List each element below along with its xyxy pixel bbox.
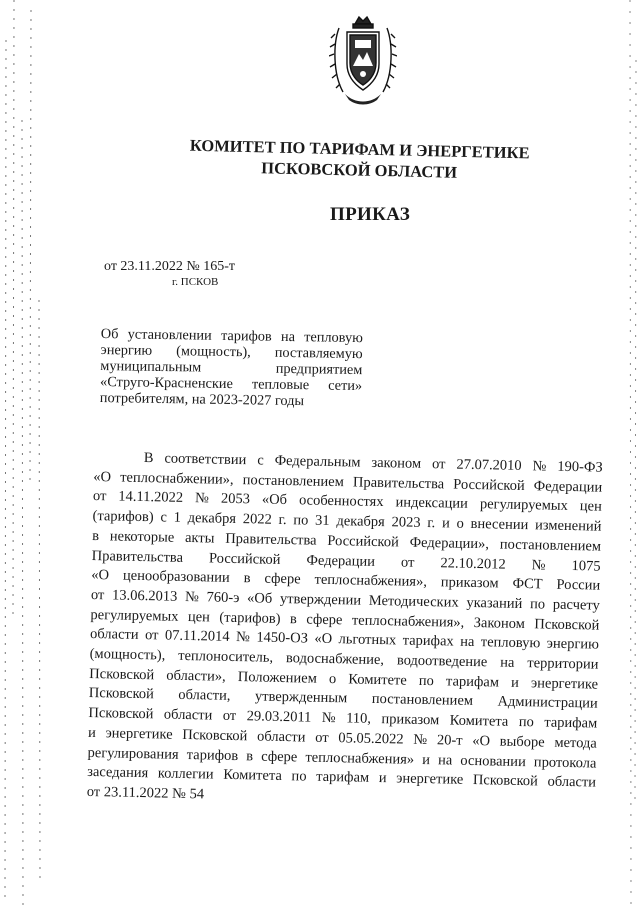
body-word: декабря bbox=[187, 510, 237, 528]
body-word: Положением bbox=[237, 668, 318, 687]
body-word: с bbox=[160, 509, 168, 526]
order-body bbox=[87, 448, 603, 813]
body-word: № bbox=[531, 556, 546, 573]
body-word: законом bbox=[371, 454, 422, 472]
body-word: энергетике bbox=[396, 770, 464, 789]
body-word: № bbox=[194, 490, 210, 507]
body-word: теплоноситель, bbox=[178, 647, 274, 666]
body-word: Псковской bbox=[472, 772, 539, 790]
body-word: «Об bbox=[246, 590, 273, 607]
body-word: ФСТ bbox=[512, 576, 543, 593]
body-word: регулирования bbox=[87, 744, 179, 763]
body-word: протокола bbox=[533, 753, 597, 772]
body-word: энергию bbox=[546, 635, 600, 653]
body-word: и bbox=[510, 674, 520, 691]
body-word: г. bbox=[278, 511, 287, 529]
organization-name bbox=[159, 134, 560, 185]
body-word: акты bbox=[184, 529, 215, 547]
body-word: в bbox=[243, 570, 251, 587]
body-word: и bbox=[378, 770, 387, 787]
body-word: Комитета bbox=[223, 767, 283, 785]
body-word: водоотведение bbox=[396, 652, 488, 671]
subject-line: муниципальным предприятием bbox=[100, 357, 363, 379]
body-word: 31 bbox=[314, 512, 330, 530]
body-word: Псковской bbox=[534, 615, 600, 634]
body-word: приказом bbox=[440, 574, 499, 592]
body-word: Методических bbox=[368, 592, 459, 611]
body-word: Правительства bbox=[225, 530, 317, 549]
body-word: Псковской bbox=[182, 726, 248, 745]
body-word: 2053 bbox=[220, 491, 251, 508]
body-word: 110, bbox=[346, 710, 372, 727]
date-and-number: от 23.11.2022 № 165-т bbox=[104, 259, 236, 274]
body-word: и bbox=[422, 751, 431, 768]
body-word: Комитете bbox=[348, 671, 407, 689]
subject-line: Об установлении тарифов на тепловую bbox=[100, 326, 363, 347]
body-word: от bbox=[90, 586, 105, 604]
body-word: области, bbox=[178, 687, 231, 705]
body-word: коллегии bbox=[157, 765, 214, 783]
body-word: 190-ФЗ bbox=[557, 458, 603, 476]
body-word: утвержденным bbox=[254, 688, 348, 707]
body-word: по bbox=[291, 768, 307, 785]
body-word: Псковской bbox=[88, 685, 154, 703]
body-word: Псковской bbox=[89, 665, 155, 684]
body-word: основании bbox=[460, 752, 526, 770]
body-word: Комитета bbox=[449, 712, 509, 730]
body-word: о bbox=[328, 670, 337, 687]
body-word: расчету bbox=[552, 596, 600, 614]
order-subject bbox=[100, 326, 363, 410]
body-word: сфере bbox=[306, 611, 343, 628]
body-word: (мощность), bbox=[89, 645, 166, 664]
body-word: Федерации bbox=[306, 551, 376, 570]
body-word: утверждении bbox=[279, 590, 362, 609]
body-word: № bbox=[413, 731, 428, 748]
body-word: по bbox=[293, 512, 309, 529]
body-word: энергетике bbox=[105, 725, 173, 743]
body-word: теплоснабжения», bbox=[314, 571, 428, 591]
body-word: № bbox=[321, 709, 336, 727]
body-word: (тарифов) bbox=[92, 508, 154, 526]
body-word: Федерации bbox=[533, 477, 603, 496]
body-word: особенностях bbox=[298, 492, 384, 511]
body-word: Российской bbox=[208, 549, 281, 568]
body-word: по bbox=[518, 714, 534, 731]
body-word: 29.03.2011 bbox=[246, 708, 312, 726]
body-word: постановлением bbox=[371, 691, 474, 710]
body-word: № bbox=[532, 458, 547, 475]
body-word: ценообразовании bbox=[122, 567, 230, 587]
body-word: приказом bbox=[381, 711, 440, 729]
document-type: ПРИКАЗ bbox=[330, 204, 411, 225]
body-word: Федерации», bbox=[409, 534, 490, 553]
body-word: 2022 bbox=[242, 511, 272, 528]
body-word: энергетике bbox=[530, 674, 599, 693]
body-word: по bbox=[529, 596, 546, 613]
body-word: России bbox=[556, 576, 601, 594]
body-word: 27.07.2010 bbox=[456, 456, 522, 474]
body-word: от bbox=[315, 729, 329, 746]
body-word: цен bbox=[579, 498, 602, 516]
body-word: тарифам bbox=[445, 673, 500, 691]
body-word: 1450-ОЗ bbox=[256, 629, 309, 647]
body-word: области», bbox=[166, 667, 226, 685]
coat-of-arms-icon bbox=[329, 14, 397, 108]
body-word: «О bbox=[472, 732, 491, 750]
body-word: тарифов bbox=[186, 746, 239, 764]
body-word: от bbox=[400, 553, 415, 571]
body-word: «О bbox=[93, 468, 112, 486]
body-word: Администрации bbox=[497, 693, 598, 713]
body-word: Федеральным bbox=[274, 452, 361, 471]
body-word: области bbox=[89, 626, 139, 644]
body-word: территории bbox=[527, 655, 599, 673]
body-word: «О bbox=[91, 567, 110, 584]
body-word: изменений bbox=[534, 517, 602, 535]
subject-line: энергию (мощность), поставляемую bbox=[100, 341, 363, 363]
body-word: Законом bbox=[473, 614, 526, 632]
body-word: о bbox=[456, 515, 464, 532]
body-word: сфере bbox=[261, 748, 298, 765]
body-word: регулируемых bbox=[479, 496, 569, 515]
body-word: области bbox=[547, 773, 597, 791]
body-word: указаний bbox=[466, 594, 523, 612]
body-word: на bbox=[437, 751, 453, 769]
body-word: с bbox=[257, 452, 264, 469]
body-word: теплоснабжения» bbox=[305, 749, 415, 768]
org-line-1: КОМИТЕТ ПО ТАРИФАМ И ЭНЕРГЕТИКЕ bbox=[189, 135, 530, 163]
body-word: тарифам bbox=[544, 714, 598, 732]
body-word: по bbox=[418, 672, 435, 689]
body-word: водоснабжение, bbox=[285, 650, 385, 669]
body-line: от 23.11.2022 № 54 bbox=[86, 783, 205, 803]
subject-line: потребителям, на 2023-2027 годы bbox=[99, 389, 305, 410]
body-word: внесении bbox=[470, 516, 529, 534]
body-word: тепловую bbox=[480, 634, 541, 652]
body-word: «Об bbox=[261, 491, 288, 509]
subject-line: «Струго-Красненские тепловые сети» bbox=[99, 373, 363, 395]
body-word: 760-э bbox=[206, 589, 240, 606]
body-word: в bbox=[91, 527, 100, 544]
body-word: № bbox=[235, 629, 251, 646]
body-word: тарифах bbox=[402, 632, 454, 650]
body-word: и bbox=[441, 515, 450, 532]
body-word: от bbox=[431, 456, 446, 473]
body-word: заседания bbox=[87, 764, 149, 782]
body-word: области bbox=[256, 728, 306, 746]
body-word: области bbox=[163, 706, 213, 724]
body-word: г. bbox=[427, 515, 436, 532]
body-word: соответствии bbox=[164, 450, 247, 469]
body-word: 1 bbox=[173, 509, 182, 526]
body-word: Российской bbox=[327, 532, 399, 551]
org-line-2: ПСКОВСКОЙ ОБЛАСТИ bbox=[261, 158, 458, 182]
body-word: 07.11.2014 bbox=[164, 627, 230, 646]
body-word: 05.05.2022 bbox=[338, 730, 404, 748]
body-word: 1075 bbox=[571, 557, 601, 575]
body-word: выборе bbox=[499, 733, 545, 751]
body-word: Псковской bbox=[88, 705, 154, 723]
body-word: 22.10.2012 bbox=[440, 554, 506, 573]
body-word: метода bbox=[554, 734, 597, 752]
body-word: 2023 bbox=[391, 514, 421, 531]
body-word: № bbox=[184, 588, 200, 606]
body-word: (тарифов) bbox=[219, 609, 281, 627]
body-word: 14.11.2022 bbox=[118, 488, 184, 507]
body-word: индексации bbox=[395, 494, 469, 513]
body-word: постановлением bbox=[499, 536, 602, 555]
body-word: некоторые bbox=[109, 528, 175, 546]
body-word: на bbox=[500, 654, 515, 671]
body-word: теплоснабжения», bbox=[351, 612, 465, 631]
scan-edge-noise bbox=[0, 0, 50, 905]
body-word: постановлением bbox=[242, 471, 345, 490]
scan-edge-noise-right bbox=[626, 0, 640, 905]
body-word: 20-т bbox=[436, 732, 463, 749]
body-word: льготных bbox=[338, 631, 397, 649]
body-word: теплоснабжении», bbox=[120, 469, 234, 488]
city-label: г. ПСКОВ bbox=[172, 276, 219, 288]
body-word: 13.06.2013 bbox=[111, 587, 178, 605]
body-word: в bbox=[289, 610, 297, 627]
body-word: Правительства bbox=[352, 474, 445, 493]
body-word: Правительства bbox=[91, 547, 184, 566]
body-word: на bbox=[460, 634, 475, 651]
body-word: и bbox=[87, 724, 96, 741]
body-word: от bbox=[144, 627, 159, 644]
body-word: тарифам bbox=[316, 768, 370, 787]
body-word: «О bbox=[314, 630, 333, 648]
body-word: Российской bbox=[453, 476, 525, 494]
body-word: декабря bbox=[336, 513, 385, 531]
body-word: В bbox=[143, 450, 154, 467]
body-word: сфере bbox=[264, 570, 301, 588]
body-word: в bbox=[246, 747, 254, 764]
body-word: цен bbox=[187, 608, 211, 626]
body-word: от bbox=[222, 707, 237, 725]
body-word: регулируемых bbox=[90, 606, 179, 625]
body-word: от bbox=[92, 488, 107, 505]
